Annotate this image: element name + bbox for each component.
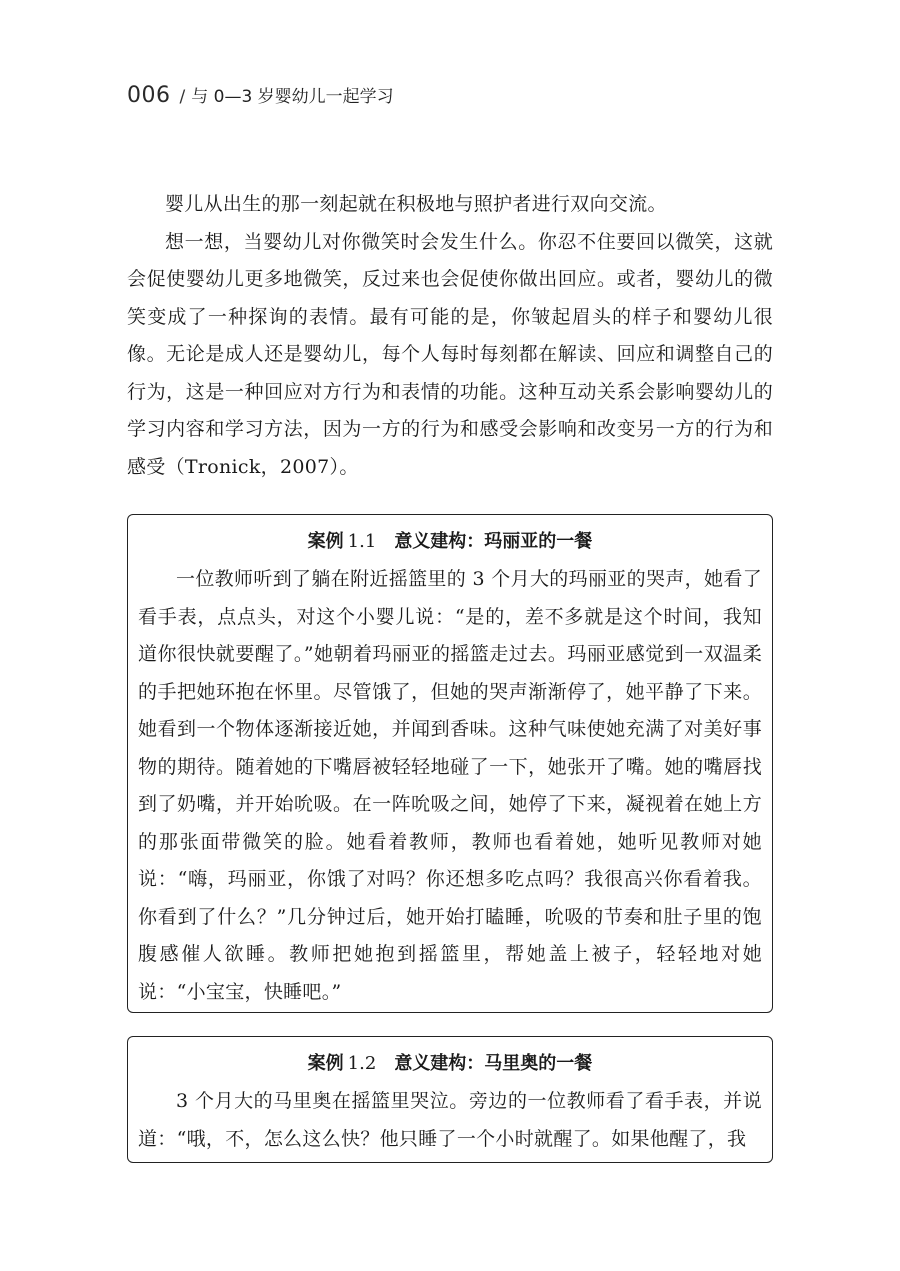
page-number: 006	[127, 83, 171, 108]
header-separator: /	[179, 87, 186, 107]
main-text	[127, 186, 773, 486]
case-study-box-1	[127, 514, 773, 1013]
case-heading: 意义建构：玛丽亚的一餐	[394, 531, 593, 552]
case-study-text: 一位教师听到了躺在附近摇篮里的 3 个月大的玛丽亚的哭声，她看了看手表，点点头，对这个小婴儿说：“是的，差不多就是这个时间，我知道你很快就要醒了。”她朝着玛丽亚的摇篮走过去。玛丽亚感觉到一双温柔的手把她环抱在怀里。尽管饿了，但她的哭声渐渐停了，她平静了下来。她看到一个物体逐渐接近她，并闻到香味。这种气味使她充满了对美好事物的期待。随着她的下嘴唇被轻轻地碰了一下，她张开了嘴。她的嘴唇找到了奶嘴，并开始吮吸。在一阵吮吸之间，她停了下来，凝视着在她上方的那张面带微笑的脸。她看着教师，教师也看着她，她听见教师对她说：“嗨，玛丽亚，你饿了对吗？你还想多吃点吗？我很高兴你看着我。你看到了什么？”几分钟过后，她开始打瞌睡，吮吸的节奏和肚子里的饱腹感催人欲睡。教师把她抱到摇篮里，帮她盖上被子，轻轻地对她说：“小宝宝，快睡吧。”	[138, 568, 762, 1003]
case-study-title	[138, 523, 762, 561]
case-study-box-2	[127, 1036, 773, 1163]
case-number: 1.1	[347, 531, 377, 552]
case-number: 1.2	[347, 1053, 377, 1074]
paragraph: 想一想，当婴幼儿对你微笑时会发生什么。你忍不住要回以微笑，这就会促使婴幼儿更多地微笑，反过来也会促使你做出回应。或者，婴幼儿的微笑变成了一种探询的表情。最有可能的是，你皱起眉头的样子和婴幼儿很像。无论是成人还是婴幼儿，每个人每时每刻都在解读、回应和调整自己的行为，这是一种回应对方行为和表情的功能。这种互动关系会影响婴幼儿的学习内容和学习方法，因为一方的行为和感受会影响和改变另一方的行为和感受（Tronick，2007）。	[127, 230, 773, 478]
case-study-title	[138, 1045, 762, 1083]
case-study-text: 3 个月大的马里奥在摇篮里哭泣。旁边的一位教师看了看手表，并说道：“哦，不，怎么这么快？他只睡了一个小时就醒了。如果他醒了，我	[138, 1090, 762, 1150]
case-heading: 意义建构：马里奥的一餐	[394, 1053, 593, 1074]
book-title: 与 0—3 岁婴幼儿一起学习	[191, 87, 394, 107]
running-header	[127, 82, 394, 112]
case-label: 案例	[307, 1053, 344, 1074]
paragraph: 婴儿从出生的那一刻起就在积极地与照护者进行双向交流。	[165, 193, 667, 215]
case-label: 案例	[307, 531, 344, 552]
